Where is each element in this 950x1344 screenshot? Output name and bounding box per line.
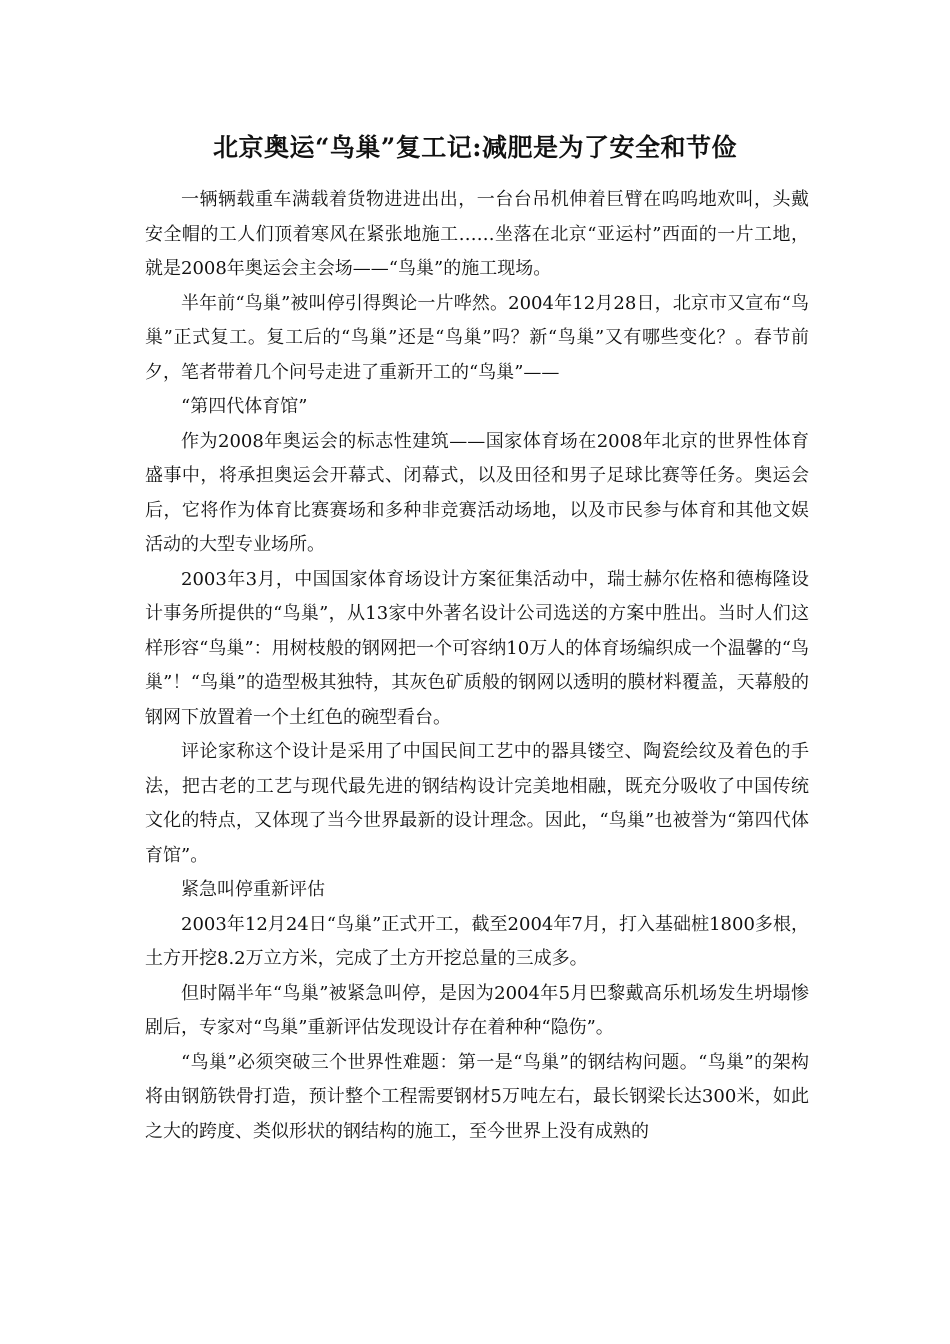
paragraph: 评论家称这个设计是采用了中国民间工艺中的器具镂空、陶瓷绘纹及着色的手法，把古老的工艺与现代最先进的钢结构设计完美地相融，既充分吸收了中国传统文化的特点，又体现了当今世界最新的设计理念。因此，“鸟巢”也被誉为“第四代体育馆”。	[145, 741, 809, 866]
paragraph: 作为2008年奥运会的标志性建筑——国家体育场在2008年北京的世界性体育盛事中，将承担奥运会开幕式、闭幕式，以及田径和男子足球比赛等任务。奥运会后，它将作为体育比赛赛场和多种非竞赛活动场地，以及市民参与体育和其他文娱活动的大型专业场所。	[145, 430, 809, 555]
paragraph: “鸟巢”必须突破三个世界性难题：第一是“鸟巢”的钢结构问题。“鸟巢”的架构将由钢筋铁骨打造，预计整个工程需要钢材5万吨左右，最长钢梁长达300米，如此之大的跨度、类似形状的钢结构的施工，至今世界上没有成熟的	[145, 1051, 809, 1142]
document-title: 北京奥运“鸟巢”复工记:减肥是为了安全和节俭	[213, 133, 737, 162]
paragraph: 2003年12月24日“鸟巢”正式开工，截至2004年7月，打入基础桩1800多根，土方开挖8.2万立方米，完成了土方开挖总量的三成多。	[145, 913, 809, 969]
paragraph: 半年前“鸟巢”被叫停引得舆论一片哗然。2004年12月28日，北京市又宣布“鸟巢”正式复工。复工后的“鸟巢”还是“鸟巢”吗？新“鸟巢”又有哪些变化？。春节前夕，笔者带着几个问号走进了重新开工的“鸟巢”——	[145, 292, 809, 383]
section-heading: 紧急叫停重新评估	[181, 879, 325, 900]
paragraph: 2003年3月，中国国家体育场设计方案征集活动中，瑞士赫尔佐格和德梅隆设计事务所提供的“鸟巢”，从13家中外著名设计公司选送的方案中胜出。当时人们这样形容“鸟巢”：用树枝般的钢网把一个可容纳10万人的体育场编织成一个温馨的“鸟巢”！“鸟巢”的造型极其独特，其灰色矿质般的钢网以透明的膜材料覆盖，天幕般的钢网下放置着一个土红色的碗型看台。	[145, 568, 809, 728]
document-body	[145, 183, 809, 1149]
section-heading: “第四代体育馆”	[181, 396, 308, 417]
paragraph: 一辆辆载重车满载着货物进进出出，一台台吊机伸着巨臂在呜呜地欢叫，头戴安全帽的工人们顶着寒风在紧张地施工……坐落在北京“亚运村”西面的一片工地，就是2008年奥运会主会场——“鸟巢”的施工现场。	[145, 189, 809, 279]
paragraph: 但时隔半年“鸟巢”被紧急叫停，是因为2004年5月巴黎戴高乐机场发生坍塌惨剧后，专家对“鸟巢”重新评估发现设计存在着种种“隐伤”。	[145, 982, 809, 1038]
